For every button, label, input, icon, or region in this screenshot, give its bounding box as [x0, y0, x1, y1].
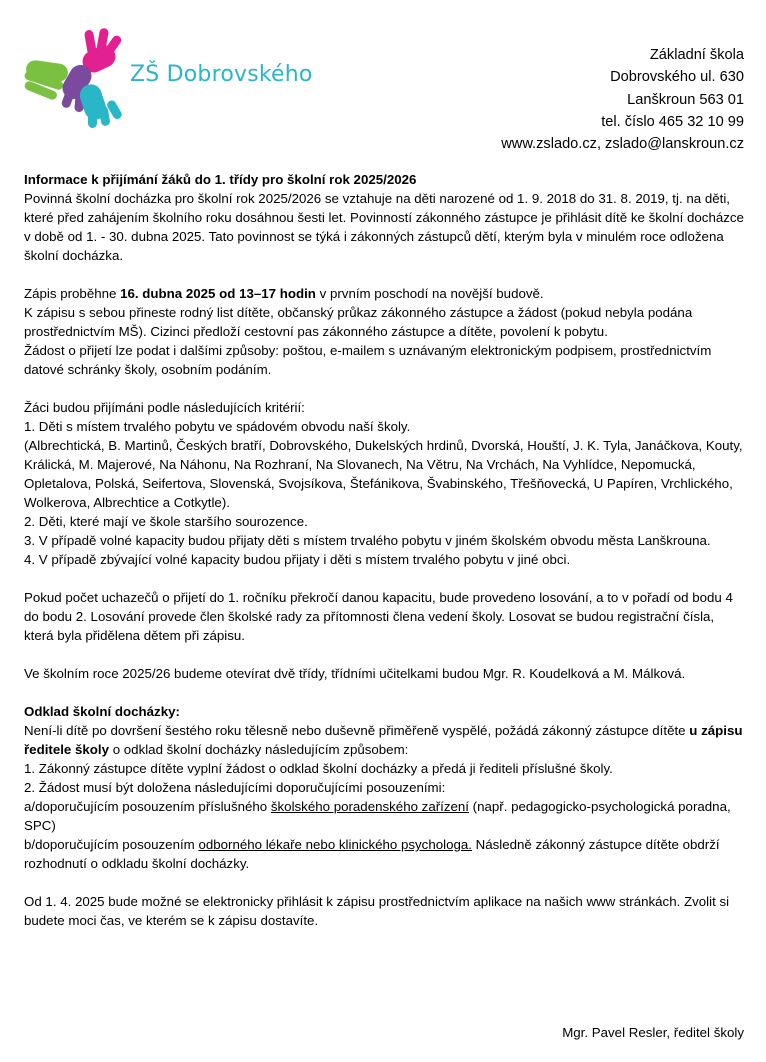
address-line: Lanškroun 563 01	[627, 91, 744, 108]
hands-logo-icon	[24, 26, 134, 130]
signature: Mgr. Pavel Resler, ředitel školy	[562, 1025, 744, 1040]
deferral-step: 2. Žádost musí být doložena následujícími doporučujícími posouzeními:	[24, 780, 446, 795]
school-address	[501, 44, 744, 155]
documents-to-bring: K zápisu s sebou přineste rodný list dítěte, občanský průkaz zákonného zástupce a žádost (pokud nebyla podána prostřednictvím MŠ). Cizinci předloží cestovní pas zákonného zástupce a dítěte, povolení k pobytu.	[24, 305, 693, 339]
blue-hand-icon	[77, 81, 123, 128]
deferral-highlight: u zápisu ředitele školy	[24, 723, 743, 757]
deferral-option-b: b/doporučujícím posouzením odborného lékaře nebo klinického psychologa. Následně zákonný zástupce dítěte obdrží rozhodnutí o odkladu školní docházky.	[24, 837, 720, 871]
criteria-item: 4. V případě zbývající volné kapacity budou přijaty i děti s místem trvalého pobytu v jiné obci.	[24, 552, 571, 567]
contact-links[interactable]: www.zslado.cz, zslado@lanskroun.cz	[501, 136, 744, 153]
address-line: Dobrovského ul. 630	[610, 69, 744, 86]
document-body	[24, 170, 746, 930]
enrollment-date: Zápis proběhne 16. dubna 2025 od 13–17 hodin v prvním poschodí na novější budově.	[24, 286, 544, 301]
intro-paragraph: Povinná školní docházka pro školní rok 2025/2026 se vztahuje na děti narozené od 1. 9. 2018 do 31. 8. 2019, tj. na děti, které před zahájením školního roku dosáhnou šesti let. Povinností zákonného zástupce je přihlásit dítě ke školní docházce v době od 1. - 30. dubna 2025. Tato povinnost se týká i zákonných zástupců dětí, kterým byla v minulém roce odložena školní docházka.	[24, 191, 744, 263]
criteria-title: Žáci budou přijímáni podle následujících kritérií:	[24, 400, 305, 415]
online-registration-paragraph: Od 1. 4. 2025 bude možné se elektronicky přihlásit k zápisu prostřednictvím aplikace na našich www stránkách. Zvolit si budete moci čas, ve kterém se k zápisu dostavíte.	[24, 894, 730, 928]
classes-paragraph: Ve školním roce 2025/26 budeme otevírat dvě třídy, třídními učitelkami budou Mgr. R. Koudelková a M. Málková.	[24, 666, 686, 681]
criteria-item: 1. Děti s místem trvalého pobytu ve spádovém obvodu naší školy.	[24, 419, 411, 434]
counseling-facility-link[interactable]: školského poradenského zařízení	[270, 799, 469, 814]
criteria-item: 3. V případě volné kapacity budou přijaty děti s místem trvalého pobytu v jiném školském obvodu města Lanškrouna.	[24, 533, 711, 548]
green-hand-icon	[24, 59, 69, 101]
other-submission-ways: Žádost o přijetí lze podat i dalšími způsoby: poštou, e-mailem s uznávaným elektronickým podpisem, prostřednictvím datové schránky školy, osobním podáním.	[24, 343, 712, 377]
address-line: Základní škola	[649, 47, 744, 63]
specialist-doctor-link[interactable]: odborného lékaře nebo klinického psychologa.	[198, 837, 472, 852]
document-title: Informace k přijímání žáků do 1. třídy pro školní rok 2025/2026	[24, 172, 417, 187]
logo-text: ZŠ Dobrovského	[130, 62, 313, 87]
enrollment-date-highlight: 16. dubna 2025 od 13–17 hodin	[120, 286, 316, 301]
deferral-title: Odklad školní docházky:	[24, 704, 180, 719]
deferral-intro: Není-li dítě po dovršení šestého roku tělesně nebo duševně přiměřeně vyspělé, požádá zákonný zástupce dítěte u zápisu ředitele školy o odklad školní docházky následujícím způsobem:	[24, 723, 743, 757]
criteria-item: 2. Děti, které mají ve škole staršího sourozence.	[24, 514, 308, 529]
deferral-step: 1. Zákonný zástupce dítěte vyplní žádost o odklad školní docházky a předá ji řediteli příslušné školy.	[24, 761, 613, 776]
criteria-streets: (Albrechtická, B. Martinů, Českých bratří, Dobrovského, Dukelských hrdinů, Dvorská, Houští, J. K. Tyla, Janáčkova, Kouty, Králická, M. Majerové, Na Náhonu, Na Rozhraní, Na Slovanech, Na Větru, Na Vrchách, Na Vyhlídce, Nepomucká, Opletalova, Polská, Seifertova, Slovenská, Svojsíkova, Štefánikova, Švabinského, Třešňovecká, U Papíren, Vrchlického, Wolkerova, Albrechtice a Cotkytle).	[24, 438, 743, 510]
deferral-option-a: a/doporučujícím posouzením příslušného školského poradenského zařízení (např. pedagogicko-psychologická poradna, SPC)	[24, 799, 731, 833]
address-line: tel. číslo 465 32 10 99	[601, 113, 744, 130]
lottery-paragraph: Pokud počet uchazečů o přijetí do 1. ročníku překročí danou kapacitu, bude provedeno losování, a to v pořadí od bodu 4 do bodu 2. Losování provede člen školské rady za přítomnosti člena vedení školy. Losovat se budou registrační čísla, která byla přidělena dětem při zápisu.	[24, 590, 733, 643]
